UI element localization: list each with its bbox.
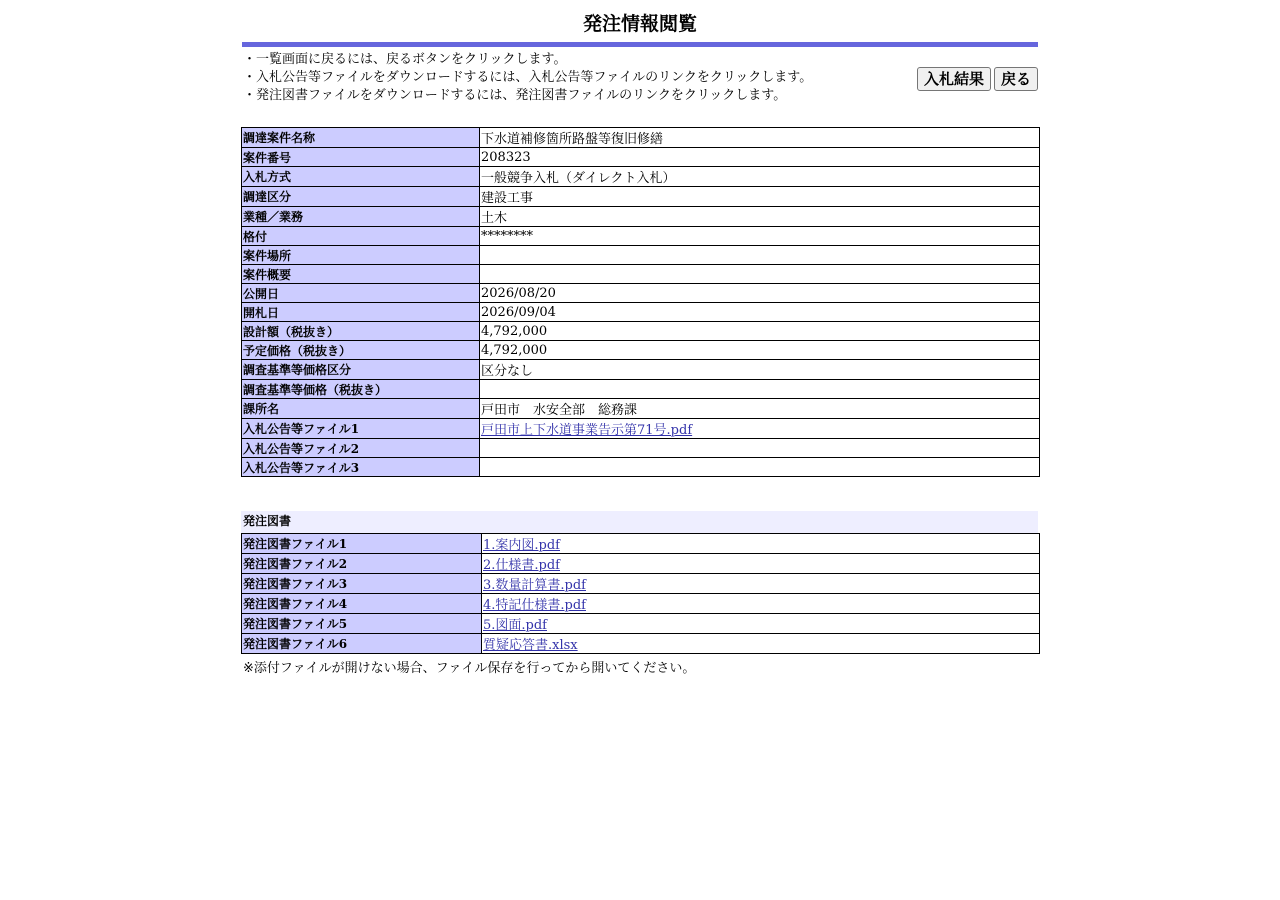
field-value: 戸田市 水安全部 総務課: [480, 399, 1040, 419]
document-file-link[interactable]: 質疑応答書.xlsx: [483, 638, 578, 653]
field-value: [480, 380, 1040, 399]
field-value: 建設工事: [480, 187, 1040, 207]
field-value: 区分なし: [480, 360, 1040, 380]
table-row: [242, 634, 1040, 654]
page-container: [241, 0, 1039, 676]
document-file-link[interactable]: 4.特記仕様書.pdf: [483, 598, 586, 613]
field-value: 下水道補修箇所路盤等復旧修繕: [480, 128, 1040, 148]
field-value: [480, 246, 1040, 265]
table-row: [242, 148, 1040, 167]
document-label: 発注図書ファイル4: [242, 594, 482, 614]
document-label: 発注図書ファイル3: [242, 574, 482, 594]
document-value: [482, 534, 1040, 554]
document-file-link[interactable]: 5.図面.pdf: [483, 618, 547, 633]
document-label: 発注図書ファイル5: [242, 614, 482, 634]
table-row: [242, 380, 1040, 399]
instructions: [241, 47, 1039, 127]
table-row: [242, 360, 1040, 380]
bid-result-button[interactable]: 入札結果: [917, 67, 991, 91]
footnote: ※添付ファイルが開けない場合、ファイル保存を行ってから開いてください。: [243, 661, 696, 676]
instruction-notice-files: ・入札公告等ファイルをダウンロードするには、入札公告等ファイルのリンクをクリックします。: [243, 70, 813, 85]
field-label: 調査基準等価格区分: [242, 360, 480, 380]
table-row: [242, 594, 1040, 614]
field-value: 一般競争入札（ダイレクト入札）: [480, 167, 1040, 187]
table-row: [242, 534, 1040, 554]
table-row: [242, 322, 1040, 341]
field-value: 208323: [480, 148, 1040, 167]
table-row: [242, 187, 1040, 207]
field-value: 土木: [480, 207, 1040, 227]
field-label: 調達区分: [242, 187, 480, 207]
page-title: 発注情報閲覧: [582, 13, 697, 35]
back-button[interactable]: 戻る: [994, 67, 1038, 91]
document-value: [482, 614, 1040, 634]
table-row: [242, 574, 1040, 594]
table-row: [242, 227, 1040, 246]
notice-file-link[interactable]: 戸田市上下水道事業告示第71号.pdf: [481, 423, 693, 438]
field-label: 案件番号: [242, 148, 480, 167]
document-file-link[interactable]: 1.案内図.pdf: [483, 538, 560, 553]
instruction-back: ・一覧画面に戻るには、戻るボタンをクリックします。: [243, 52, 567, 67]
table-row: [242, 303, 1040, 322]
field-label: 入札方式: [242, 167, 480, 187]
field-value: 2026/08/20: [480, 284, 1040, 303]
table-row: [242, 458, 1040, 477]
document-value: [482, 574, 1040, 594]
field-label: 開札日: [242, 303, 480, 322]
table-row: [242, 265, 1040, 284]
table-row: [242, 207, 1040, 227]
table-row: [242, 341, 1040, 360]
field-label: 調査基準等価格（税抜き）: [242, 380, 480, 399]
field-label: 入札公告等ファイル2: [242, 439, 480, 458]
field-value: [480, 265, 1040, 284]
field-label: 格付: [242, 227, 480, 246]
table-row: [242, 399, 1040, 419]
instruction-document-files: ・発注図書ファイルをダウンロードするには、発注図書ファイルのリンクをクリックします。: [243, 88, 787, 103]
field-value: ********: [480, 227, 1040, 246]
action-buttons: [917, 67, 1038, 91]
field-label: 公開日: [242, 284, 480, 303]
field-value: [480, 458, 1040, 477]
table-row: [242, 614, 1040, 634]
field-label: 案件場所: [242, 246, 480, 265]
field-value: 4,792,000: [480, 322, 1040, 341]
document-label: 発注図書ファイル1: [242, 534, 482, 554]
documents-table: [241, 533, 1040, 654]
document-value: [482, 594, 1040, 614]
document-label: 発注図書ファイル6: [242, 634, 482, 654]
field-label: 予定価格（税抜き）: [242, 341, 480, 360]
field-value: [480, 419, 1040, 439]
field-value: 4,792,000: [480, 341, 1040, 360]
field-label: 入札公告等ファイル1: [242, 419, 480, 439]
table-row: [242, 128, 1040, 148]
table-row: [242, 419, 1040, 439]
table-row: [242, 246, 1040, 265]
table-row: [242, 439, 1040, 458]
table-row: [242, 554, 1040, 574]
document-value: [482, 554, 1040, 574]
field-value: [480, 439, 1040, 458]
table-row: [242, 167, 1040, 187]
document-value: [482, 634, 1040, 654]
document-file-link[interactable]: 2.仕様書.pdf: [483, 558, 560, 573]
field-label: 業種／業務: [242, 207, 480, 227]
field-label: 入札公告等ファイル3: [242, 458, 480, 477]
document-label: 発注図書ファイル2: [242, 554, 482, 574]
field-label: 課所名: [242, 399, 480, 419]
procurement-info-table: [241, 127, 1040, 477]
field-label: 案件概要: [242, 265, 480, 284]
document-file-link[interactable]: 3.数量計算書.pdf: [483, 578, 586, 593]
documents-heading: 発注図書: [241, 511, 1038, 533]
field-label: 設計額（税抜き）: [242, 322, 480, 341]
field-value: 2026/09/04: [480, 303, 1040, 322]
table-row: [242, 284, 1040, 303]
field-label: 調達案件名称: [242, 128, 480, 148]
